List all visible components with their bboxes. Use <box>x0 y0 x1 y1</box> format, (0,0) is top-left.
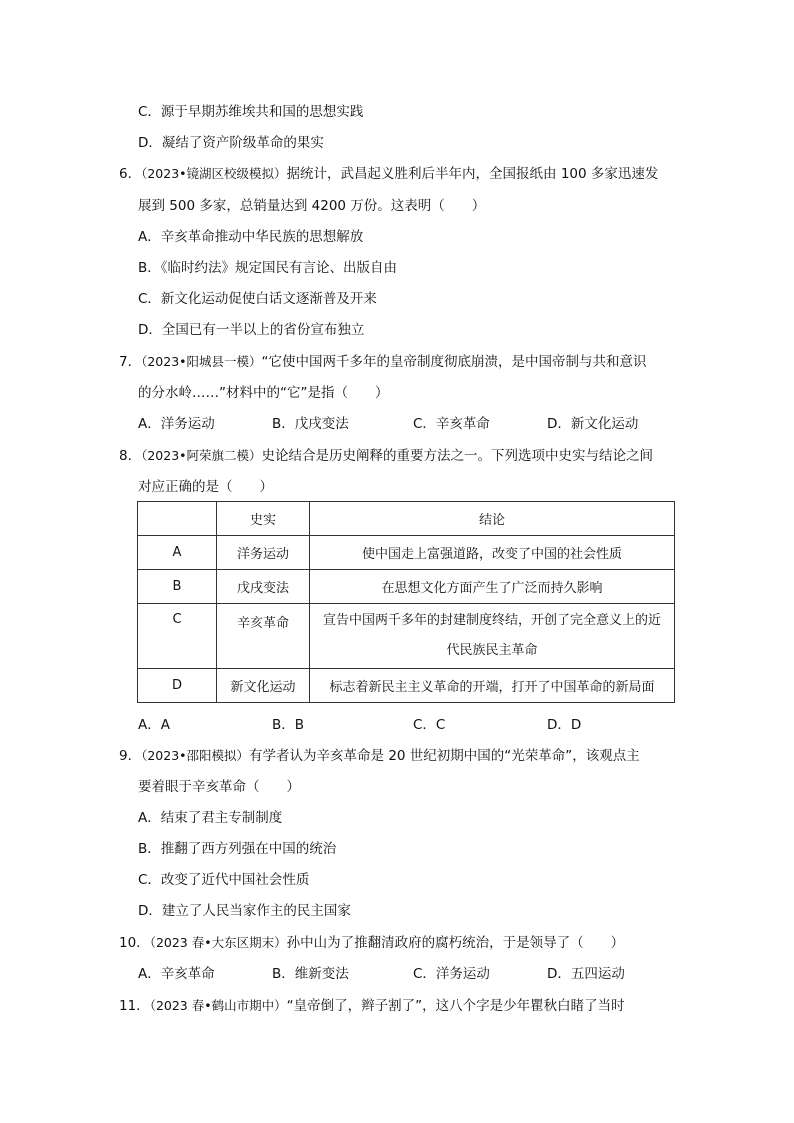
q8-stem-line-1 <box>119 446 653 466</box>
q7-option-c[interactable]: C．辛亥革命 <box>413 416 490 432</box>
table-cell-line: 代民族民主革命 <box>446 643 538 658</box>
table-row <box>138 536 675 570</box>
q8-stem-line-2: 对应正确的是（ ） <box>138 479 273 495</box>
q10-source: （2023 春•大东区期末） <box>149 935 287 950</box>
table-cell: B <box>138 570 217 604</box>
table-cell <box>310 604 675 669</box>
table-cell: 标志着新民主主义革命的开端，打开了中国革命的新局面 <box>310 669 675 703</box>
q6-option-a[interactable]: A．辛亥革命推动中华民族的思想解放 <box>138 229 364 245</box>
q10-number: 10． <box>119 935 150 951</box>
table-row <box>138 604 675 669</box>
table-cell: 辛亥革命 <box>217 604 310 669</box>
q8-option-b[interactable]: B．B <box>272 717 305 733</box>
q10-option-b[interactable]: B．维新变法 <box>272 966 349 982</box>
q8-option-d[interactable]: D．D <box>547 717 582 733</box>
table-header-cell: 史实 <box>217 502 310 536</box>
q10-option-d[interactable]: D．五四运动 <box>547 966 625 982</box>
q9-source: （2023•邵阳模拟） <box>141 748 250 763</box>
q8-option-a[interactable]: A．A <box>138 717 170 733</box>
table-cell: 新文化运动 <box>217 669 310 703</box>
q10-stem-line-1 <box>119 933 624 953</box>
q7-stem-line-1 <box>119 352 647 372</box>
q7-source: （2023•阳城县一模） <box>141 354 262 369</box>
table-cell: 洋务运动 <box>217 536 310 570</box>
q11-source: （2023 春•鹤山市期中） <box>149 998 287 1013</box>
table-row <box>138 570 675 604</box>
q11-number: 11． <box>119 998 150 1014</box>
q6-stem-line-1 <box>119 164 658 184</box>
q11-stem-text: “皇帝倒了，辫子割了”，这八个字是少年瞿秋白睹了当时 <box>286 998 625 1014</box>
table-cell-line: 宣告中国两千多年的封建制度终结，开创了完全意义上的近 <box>322 613 661 628</box>
q9-option-b[interactable]: B．推翻了西方列强在中国的统治 <box>138 841 337 857</box>
q11-stem-line-1 <box>119 996 625 1016</box>
q7-option-d[interactable]: D．新文化运动 <box>547 416 639 432</box>
q6-option-c[interactable]: C．新文化运动促使白话文逐渐普及开来 <box>138 291 377 307</box>
q6-option-b[interactable]: B．《临时约法》规定国民有言论、出版自由 <box>138 260 398 276</box>
q9-option-a[interactable]: A．结束了君主专制制度 <box>138 810 283 826</box>
q7-option-a[interactable]: A．洋务运动 <box>138 416 215 432</box>
q9-stem-line-2: 要着眼于辛亥革命（ ） <box>138 779 300 795</box>
table-cell: C <box>138 604 217 669</box>
q9-option-d[interactable]: D．建立了人民当家作主的民主国家 <box>138 903 351 919</box>
table-cell: 在思想文化方面产生了广泛而持久影响 <box>310 570 675 604</box>
q5-option-d[interactable]: D．凝结了资产阶级革命的果实 <box>138 135 324 151</box>
q8-table <box>137 501 675 703</box>
table-header-cell <box>138 502 217 536</box>
table-row <box>138 669 675 703</box>
q6-number: 6． <box>119 166 142 182</box>
q8-number: 8． <box>119 448 142 464</box>
q6-source: （2023•镜湖区校级模拟） <box>141 166 287 181</box>
q6-stem-line-2: 展到 500 多家，总销量达到 4200 万份。这表明（ ） <box>138 198 486 214</box>
q6-option-d[interactable]: D．全国已有一半以上的省份宣布独立 <box>138 322 365 338</box>
q7-option-b[interactable]: B．戊戌变法 <box>272 416 349 432</box>
q9-stem-line-1 <box>119 746 640 766</box>
q7-number: 7． <box>119 354 142 370</box>
table-cell: 戊戌变法 <box>217 570 310 604</box>
q8-stem-text: 史论结合是历史阐释的重要方法之一。下列选项中史实与结论之间 <box>261 448 654 464</box>
table-header-row <box>138 502 675 536</box>
table-cell: A <box>138 536 217 570</box>
q8-option-c[interactable]: C．C <box>413 717 446 733</box>
q10-option-c[interactable]: C．洋务运动 <box>413 966 490 982</box>
table-header-cell: 结论 <box>310 502 675 536</box>
table-cell: D <box>138 669 217 703</box>
q7-stem-text: “它使中国两千多年的皇帝制度彻底崩溃，是中国帝制与共和意识 <box>261 354 647 370</box>
q9-option-c[interactable]: C．改变了近代中国社会性质 <box>138 872 310 888</box>
q6-stem-text: 据统计，武昌起义胜利后半年内，全国报纸由 100 多家迅速发 <box>286 166 659 182</box>
q5-option-c[interactable]: C．源于早期苏维埃共和国的思想实践 <box>138 104 364 120</box>
q10-option-a[interactable]: A．辛亥革命 <box>138 966 215 982</box>
q9-stem-text: 有学者认为辛亥革命是 20 世纪初期中国的“光荣革命”，该观点主 <box>249 748 640 764</box>
q10-stem-text: 孙中山为了推翻清政府的腐朽统治，于是领导了（ ） <box>286 935 625 951</box>
q7-stem-line-2: 的分水岭……”材料中的“它”是指（ ） <box>138 385 389 401</box>
table-cell: 使中国走上富强道路，改变了中国的社会性质 <box>310 536 675 570</box>
q8-source: （2023•阿荣旗二模） <box>141 448 262 463</box>
q9-number: 9． <box>119 748 142 764</box>
